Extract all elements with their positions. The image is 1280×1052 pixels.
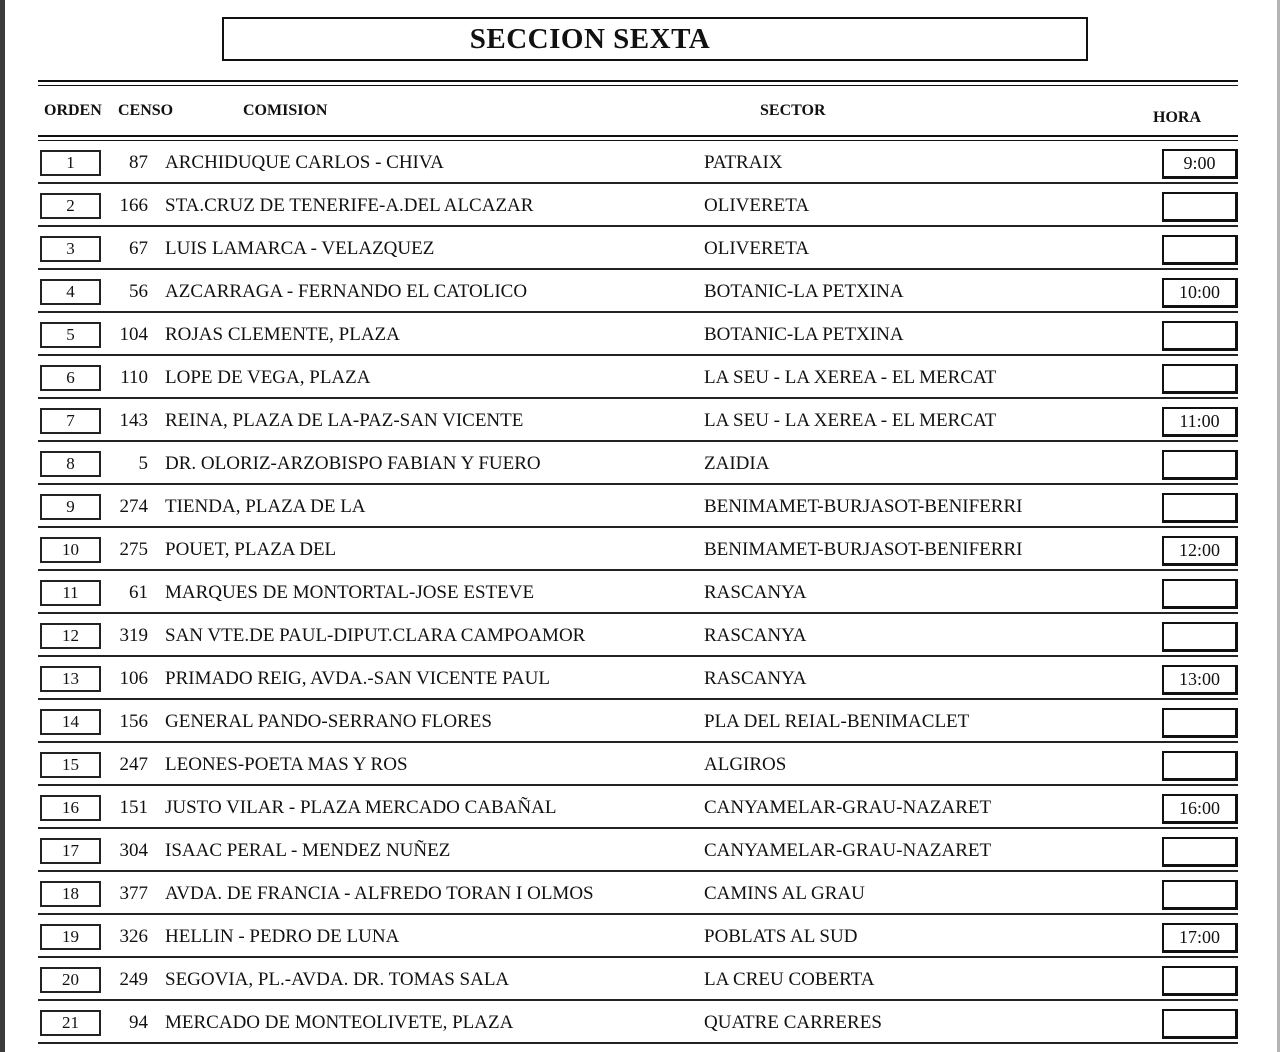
- censo-cell: 87: [129, 152, 148, 173]
- orden-cell: 11: [40, 580, 101, 606]
- orden-cell: 8: [40, 451, 101, 477]
- header-censo: CENSO: [118, 102, 174, 119]
- row-divider: [38, 526, 1238, 528]
- row-divider: [38, 827, 1238, 829]
- table-row: [38, 876, 1238, 919]
- sector-cell: BENIMAMET-BURJASOT-BENIFERRI: [704, 496, 1023, 517]
- hora-cell: 10:00: [1162, 278, 1238, 308]
- comision-cell: PRIMADO REIG, AVDA.-SAN VICENTE PAUL: [165, 668, 550, 689]
- row-divider: [38, 311, 1238, 313]
- censo-cell: 247: [119, 754, 148, 775]
- row-divider: [38, 569, 1238, 571]
- hora-cell: [1162, 1009, 1238, 1039]
- row-divider: [38, 1042, 1238, 1044]
- row-divider: [38, 440, 1238, 442]
- comision-cell: AVDA. DE FRANCIA - ALFREDO TORAN I OLMOS: [165, 883, 594, 904]
- table-row: [38, 575, 1238, 618]
- table-row: [38, 790, 1238, 833]
- orden-cell: 6: [40, 365, 101, 391]
- sector-cell: LA SEU - LA XEREA - EL MERCAT: [704, 410, 997, 431]
- hora-cell: [1162, 837, 1238, 867]
- sector-cell: LA SEU - LA XEREA - EL MERCAT: [704, 367, 997, 388]
- sector-cell: POBLATS AL SUD: [704, 926, 858, 947]
- censo-cell: 104: [119, 324, 148, 345]
- orden-cell: 15: [40, 752, 101, 778]
- censo-cell: 151: [119, 797, 148, 818]
- comision-cell: DR. OLORIZ-ARZOBISPO FABIAN Y FUERO: [165, 453, 541, 474]
- sector-cell: RASCANYA: [704, 668, 807, 689]
- row-divider: [38, 354, 1238, 356]
- sector-cell: BOTANIC-LA PETXINA: [704, 324, 904, 345]
- table-row: [38, 231, 1238, 274]
- orden-cell: 2: [40, 193, 101, 219]
- header-rule: [38, 135, 1238, 137]
- hora-cell: [1162, 235, 1238, 265]
- table-row: [38, 747, 1238, 790]
- hora-cell: 9:00: [1162, 149, 1238, 179]
- censo-cell: 110: [120, 367, 148, 388]
- sector-cell: BENIMAMET-BURJASOT-BENIFERRI: [704, 539, 1023, 560]
- hora-cell: 16:00: [1162, 794, 1238, 824]
- sector-cell: CANYAMELAR-GRAU-NAZARET: [704, 840, 992, 861]
- table-row: [38, 704, 1238, 747]
- table-row: [38, 188, 1238, 231]
- orden-cell: 17: [40, 838, 101, 864]
- header-orden: ORDEN: [44, 102, 102, 119]
- comision-cell: SEGOVIA, PL.-AVDA. DR. TOMAS SALA: [165, 969, 510, 990]
- row-divider: [38, 397, 1238, 399]
- hora-cell: [1162, 192, 1238, 222]
- censo-cell: 274: [119, 496, 148, 517]
- comision-cell: MERCADO DE MONTEOLIVETE, PLAZA: [165, 1012, 514, 1033]
- censo-cell: 5: [138, 453, 148, 474]
- row-divider: [38, 483, 1238, 485]
- sector-cell: OLIVERETA: [704, 195, 810, 216]
- header-hora: HORA: [1153, 109, 1201, 126]
- row-divider: [38, 741, 1238, 743]
- comision-cell: AZCARRAGA - FERNANDO EL CATOLICO: [165, 281, 528, 302]
- row-divider: [38, 225, 1238, 227]
- row-divider: [38, 612, 1238, 614]
- row-divider: [38, 182, 1238, 184]
- top-rule: [38, 80, 1238, 82]
- row-divider: [38, 784, 1238, 786]
- censo-cell: 143: [119, 410, 148, 431]
- page-title: SECCION SEXTA: [469, 22, 711, 55]
- hora-cell: [1162, 751, 1238, 781]
- censo-cell: 61: [129, 582, 148, 603]
- hora-cell: [1162, 364, 1238, 394]
- sector-cell: CANYAMELAR-GRAU-NAZARET: [704, 797, 992, 818]
- sector-cell: ZAIDIA: [704, 453, 770, 474]
- hora-cell: 11:00: [1162, 407, 1238, 437]
- comision-cell: REINA, PLAZA DE LA-PAZ-SAN VICENTE: [165, 410, 524, 431]
- censo-cell: 377: [119, 883, 148, 904]
- comision-cell: POUET, PLAZA DEL: [165, 539, 337, 560]
- sector-cell: LA CREU COBERTA: [704, 969, 875, 990]
- header-comision: COMISION: [243, 102, 328, 119]
- comision-cell: ISAAC PERAL - MENDEZ NUÑEZ: [165, 840, 451, 861]
- comision-cell: LEONES-POETA MAS Y ROS: [165, 754, 408, 775]
- censo-cell: 319: [119, 625, 148, 646]
- sector-cell: ALGIROS: [704, 754, 787, 775]
- comision-cell: JUSTO VILAR - PLAZA MERCADO CABAÑAL: [165, 797, 557, 818]
- sector-cell: QUATRE CARRERES: [704, 1012, 882, 1033]
- top-rule-thin: [38, 85, 1238, 86]
- row-divider: [38, 956, 1238, 958]
- hora-cell: 12:00: [1162, 536, 1238, 566]
- comision-cell: LOPE DE VEGA, PLAZA: [165, 367, 371, 388]
- hora-cell: [1162, 579, 1238, 609]
- hora-cell: [1162, 622, 1238, 652]
- orden-cell: 10: [40, 537, 101, 563]
- orden-cell: 12: [40, 623, 101, 649]
- censo-cell: 156: [119, 711, 148, 732]
- header-sector: SECTOR: [760, 102, 826, 119]
- hora-cell: [1162, 708, 1238, 738]
- table-row: [38, 489, 1238, 532]
- comision-cell: LUIS LAMARCA - VELAZQUEZ: [165, 238, 435, 259]
- row-divider: [38, 655, 1238, 657]
- table-row: [38, 145, 1238, 188]
- comision-cell: ARCHIDUQUE CARLOS - CHIVA: [165, 152, 444, 173]
- sector-cell: CAMINS AL GRAU: [704, 883, 865, 904]
- sector-cell: PLA DEL REIAL-BENIMACLET: [704, 711, 970, 732]
- censo-cell: 304: [119, 840, 148, 861]
- orden-cell: 1: [40, 150, 101, 176]
- hora-cell: [1162, 880, 1238, 910]
- page-left-edge: [0, 0, 5, 1052]
- sector-cell: RASCANYA: [704, 625, 807, 646]
- sector-cell: PATRAIX: [704, 152, 783, 173]
- orden-cell: 3: [40, 236, 101, 262]
- censo-cell: 166: [119, 195, 148, 216]
- row-divider: [38, 698, 1238, 700]
- row-divider: [38, 268, 1238, 270]
- comision-cell: HELLIN - PEDRO DE LUNA: [165, 926, 400, 947]
- sector-cell: OLIVERETA: [704, 238, 810, 259]
- hora-cell: [1162, 493, 1238, 523]
- hora-cell: [1162, 450, 1238, 480]
- table-row: [38, 1005, 1238, 1048]
- censo-cell: 56: [129, 281, 148, 302]
- table-row: [38, 661, 1238, 704]
- censo-cell: 67: [129, 238, 148, 259]
- table-row: [38, 618, 1238, 661]
- orden-cell: 21: [40, 1010, 101, 1036]
- censo-cell: 326: [119, 926, 148, 947]
- censo-cell: 275: [119, 539, 148, 560]
- censo-cell: 94: [129, 1012, 148, 1033]
- orden-cell: 13: [40, 666, 101, 692]
- row-divider: [38, 870, 1238, 872]
- orden-cell: 14: [40, 709, 101, 735]
- table-row: [38, 360, 1238, 403]
- orden-cell: 19: [40, 924, 101, 950]
- table-row: [38, 446, 1238, 489]
- comision-cell: STA.CRUZ DE TENERIFE-A.DEL ALCAZAR: [165, 195, 534, 216]
- table-row: [38, 833, 1238, 876]
- orden-cell: 16: [40, 795, 101, 821]
- comision-cell: TIENDA, PLAZA DE LA: [165, 496, 366, 517]
- sector-cell: BOTANIC-LA PETXINA: [704, 281, 904, 302]
- comision-cell: GENERAL PANDO-SERRANO FLORES: [165, 711, 492, 732]
- censo-cell: 106: [119, 668, 148, 689]
- row-divider: [38, 999, 1238, 1001]
- orden-cell: 18: [40, 881, 101, 907]
- orden-cell: 20: [40, 967, 101, 993]
- table-row: [38, 962, 1238, 1005]
- title-box: [222, 17, 1088, 61]
- table-row: [38, 317, 1238, 360]
- table-row: [38, 919, 1238, 962]
- header-rule-thin: [38, 140, 1238, 141]
- orden-cell: 5: [40, 322, 101, 348]
- hora-cell: 17:00: [1162, 923, 1238, 953]
- censo-cell: 249: [119, 969, 148, 990]
- hora-cell: 13:00: [1162, 665, 1238, 695]
- comision-cell: MARQUES DE MONTORTAL-JOSE ESTEVE: [165, 582, 535, 603]
- hora-cell: [1162, 321, 1238, 351]
- comision-cell: ROJAS CLEMENTE, PLAZA: [165, 324, 400, 345]
- hora-cell: [1162, 966, 1238, 996]
- sector-cell: RASCANYA: [704, 582, 807, 603]
- table-row: [38, 403, 1238, 446]
- orden-cell: 4: [40, 279, 101, 305]
- comision-cell: SAN VTE.DE PAUL-DIPUT.CLARA CAMPOAMOR: [165, 625, 586, 646]
- table-row: [38, 274, 1238, 317]
- orden-cell: 9: [40, 494, 101, 520]
- table-row: [38, 532, 1238, 575]
- row-divider: [38, 913, 1238, 915]
- orden-cell: 7: [40, 408, 101, 434]
